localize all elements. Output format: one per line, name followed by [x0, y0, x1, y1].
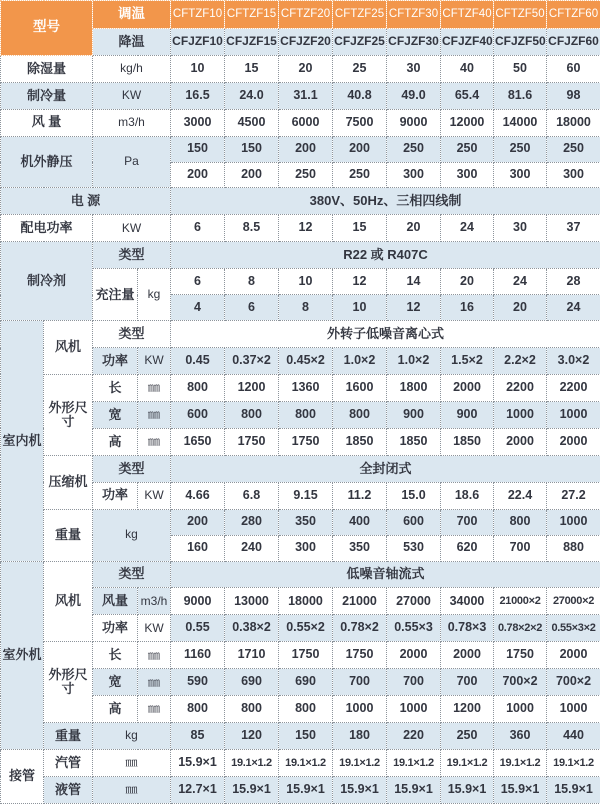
value-cell: 1360	[279, 374, 333, 401]
model-name: CFTZF30	[387, 1, 441, 29]
value-cell: 600	[387, 509, 441, 535]
value-cell: 1750	[279, 428, 333, 455]
model-name: CFTZF20	[279, 1, 333, 29]
value-cell: 30	[494, 215, 547, 242]
value-cell: 8	[279, 295, 333, 321]
unit-cell: KW	[138, 348, 171, 375]
value-cell: 11.2	[333, 482, 387, 509]
value-cell: 200	[171, 509, 225, 535]
value-cell: 16	[441, 295, 494, 321]
value-cell: 1750	[279, 642, 333, 669]
value-cell: 19.1×1.2	[333, 749, 387, 776]
value-cell: 19.1×1.2	[279, 749, 333, 776]
value-cell: 15.9×1	[387, 776, 441, 803]
model-name: CFJZF40	[441, 28, 494, 55]
value-cell: 2200	[547, 374, 600, 401]
row-compressor-type	[1, 455, 600, 482]
value-cell: 0.45	[171, 348, 225, 375]
value-cell: 24	[441, 215, 494, 242]
unit-cell: ㎜	[93, 776, 171, 803]
value-cell: 300	[441, 162, 494, 188]
value-cell: 2000	[494, 428, 547, 455]
row-label: 类型	[93, 455, 171, 482]
value-cell: 1200	[441, 696, 494, 723]
model-name: CFTZF10	[171, 1, 225, 29]
value-cell: 4	[171, 295, 225, 321]
row-label: 类型	[93, 242, 171, 269]
value-cell: 19.1×1.2	[547, 749, 600, 776]
value-cell: 700	[333, 669, 387, 696]
value-cell: 15.9×1	[279, 776, 333, 803]
value-cell: 10	[279, 269, 333, 295]
value-cell: 15.0	[387, 482, 441, 509]
value-cell: 50	[494, 55, 547, 82]
value-cell: 800	[225, 401, 279, 428]
row-label: 液管	[44, 776, 93, 803]
value-cell: 1200	[225, 374, 279, 401]
tune-row-label: 调温	[93, 1, 171, 29]
value-cell: 350	[333, 535, 387, 561]
value-cell: 200	[279, 136, 333, 162]
row-outdoor-fan-type	[1, 561, 600, 588]
value-cell: 700	[494, 535, 547, 561]
row-label: 汽管	[44, 749, 93, 776]
value-cell: 27000×2	[547, 588, 600, 615]
value-cell: 16.5	[171, 82, 225, 109]
value-cell: 9000	[171, 588, 225, 615]
row-label: 功率	[93, 482, 138, 509]
value-cell: 800	[171, 696, 225, 723]
row-label: 高	[93, 428, 138, 455]
value-cell: 0.38×2	[225, 615, 279, 642]
value-cell: 440	[547, 723, 600, 750]
cool-row-label: 降温	[93, 28, 171, 55]
value-cell: 6000	[279, 109, 333, 136]
unit-cell: KW	[93, 215, 171, 242]
value-cell: 7500	[333, 109, 387, 136]
row-label: 充注量	[93, 269, 138, 321]
value-cell: 590	[171, 669, 225, 696]
value-cell: 180	[333, 723, 387, 750]
model-name: CFJZF10	[171, 28, 225, 55]
value-cell: 360	[494, 723, 547, 750]
value-cell: 1000	[494, 696, 547, 723]
row-label: 制冷量	[1, 82, 93, 109]
row-indoor-fan-type	[1, 321, 600, 348]
row-outdoor-weight	[1, 723, 600, 750]
value-cell: 250	[441, 723, 494, 750]
value-cell: 10	[171, 55, 225, 82]
value-cell: 250	[333, 162, 387, 188]
value-cell: 150	[225, 136, 279, 162]
value-cell: 12	[279, 215, 333, 242]
value-cell: 3000	[171, 109, 225, 136]
row-gas-pipe	[1, 749, 600, 776]
value-cell: 1850	[441, 428, 494, 455]
row-label: 长	[93, 374, 138, 401]
unit-cell: m3/h	[93, 109, 171, 136]
value-cell: 300	[494, 162, 547, 188]
value-cell: 1710	[225, 642, 279, 669]
value-cell: 15.9×1	[441, 776, 494, 803]
value-cell: 19.1×1.2	[494, 749, 547, 776]
indoor-unit-label: 室内机	[1, 321, 44, 561]
value-cell: 30	[387, 55, 441, 82]
value-cell: 21000×2	[494, 588, 547, 615]
value-cell: 9000	[387, 109, 441, 136]
row-cooling-capacity	[1, 82, 600, 109]
model-header-label: 型号	[1, 1, 93, 56]
value-cell: 98	[547, 82, 600, 109]
value-cell: 9.15	[279, 482, 333, 509]
value-cell: 18000	[547, 109, 600, 136]
value-cell: 2000	[547, 642, 600, 669]
value-cell: 2000	[547, 428, 600, 455]
value-cell: 400	[333, 509, 387, 535]
power-supply-value: 380V、50Hz、三相四线制	[171, 188, 600, 215]
unit-cell: ㎜	[138, 696, 171, 723]
value-cell: 900	[387, 401, 441, 428]
unit-cell: ㎜	[138, 401, 171, 428]
value-cell: 250	[387, 136, 441, 162]
value-cell: 880	[547, 535, 600, 561]
value-cell: 40	[441, 55, 494, 82]
row-label: 类型	[93, 561, 171, 588]
unit-cell: kg	[93, 723, 171, 750]
row-label: 机外静压	[1, 136, 93, 188]
value-cell: 20	[279, 55, 333, 82]
refrigerant-type-value: R22 或 R407C	[171, 242, 600, 269]
value-cell: 12	[333, 269, 387, 295]
value-cell: 1000	[387, 696, 441, 723]
value-cell: 250	[547, 136, 600, 162]
model-name: CFJZF15	[225, 28, 279, 55]
value-cell: 120	[225, 723, 279, 750]
value-cell: 19.1×1.2	[387, 749, 441, 776]
value-cell: 0.45×2	[279, 348, 333, 375]
model-name: CFJZF60	[547, 28, 600, 55]
value-cell: 800	[171, 374, 225, 401]
value-cell: 1750	[225, 428, 279, 455]
value-cell: 25	[333, 55, 387, 82]
value-cell: 0.55×3×2	[547, 615, 600, 642]
row-label: 高	[93, 696, 138, 723]
value-cell: 1800	[387, 374, 441, 401]
value-cell: 800	[494, 509, 547, 535]
value-cell: 10	[333, 295, 387, 321]
value-cell: 1000	[494, 401, 547, 428]
value-cell: 350	[279, 509, 333, 535]
value-cell: 700×2	[494, 669, 547, 696]
value-cell: 24.0	[225, 82, 279, 109]
value-cell: 19.1×1.2	[441, 749, 494, 776]
row-label: 重量	[44, 509, 93, 561]
row-label: 重量	[44, 723, 93, 750]
compressor-type-value: 全封闭式	[171, 455, 600, 482]
value-cell: 2.2×2	[494, 348, 547, 375]
value-cell: 200	[225, 162, 279, 188]
value-cell: 28	[547, 269, 600, 295]
model-name: CFJZF25	[333, 28, 387, 55]
row-label: 宽	[93, 669, 138, 696]
value-cell: 2000	[441, 374, 494, 401]
model-name: CFTZF60	[547, 1, 600, 29]
value-cell: 0.78×2	[333, 615, 387, 642]
value-cell: 1850	[387, 428, 441, 455]
value-cell: 1.5×2	[441, 348, 494, 375]
value-cell: 0.55×2	[279, 615, 333, 642]
value-cell: 160	[171, 535, 225, 561]
row-outdoor-length	[1, 642, 600, 669]
unit-cell: ㎜	[138, 374, 171, 401]
value-cell: 22.4	[494, 482, 547, 509]
value-cell: 12000	[441, 109, 494, 136]
row-label: 功率	[93, 615, 138, 642]
value-cell: 24	[494, 269, 547, 295]
value-cell: 1000	[547, 509, 600, 535]
value-cell: 280	[225, 509, 279, 535]
row-label: 除湿量	[1, 55, 93, 82]
value-cell: 1000	[547, 696, 600, 723]
value-cell: 0.55×3	[387, 615, 441, 642]
value-cell: 1000	[333, 696, 387, 723]
value-cell: 1.0×2	[333, 348, 387, 375]
value-cell: 15	[333, 215, 387, 242]
value-cell: 1650	[171, 428, 225, 455]
model-name: CFJZF30	[387, 28, 441, 55]
value-cell: 2000	[441, 642, 494, 669]
value-cell: 13000	[225, 588, 279, 615]
value-cell: 18000	[279, 588, 333, 615]
value-cell: 81.6	[494, 82, 547, 109]
value-cell: 40.8	[333, 82, 387, 109]
value-cell: 800	[225, 696, 279, 723]
value-cell: 12	[387, 295, 441, 321]
value-cell: 37	[547, 215, 600, 242]
value-cell: 0.55	[171, 615, 225, 642]
value-cell: 15.9×1	[494, 776, 547, 803]
value-cell: 31.1	[279, 82, 333, 109]
value-cell: 300	[547, 162, 600, 188]
value-cell: 20	[494, 295, 547, 321]
unit-cell: ㎜	[93, 749, 171, 776]
value-cell: 27000	[387, 588, 441, 615]
row-label: 长	[93, 642, 138, 669]
row-external-static-pressure-1	[1, 136, 600, 162]
piping-label: 接管	[1, 749, 44, 803]
row-liquid-pipe	[1, 776, 600, 803]
value-cell: 250	[279, 162, 333, 188]
row-indoor-weight-1	[1, 509, 600, 535]
model-name: CFTZF50	[494, 1, 547, 29]
value-cell: 3.0×2	[547, 348, 600, 375]
value-cell: 6	[171, 215, 225, 242]
value-cell: 8	[225, 269, 279, 295]
value-cell: 2000	[387, 642, 441, 669]
value-cell: 700×2	[547, 669, 600, 696]
value-cell: 21000	[333, 588, 387, 615]
value-cell: 8.5	[225, 215, 279, 242]
spec-table-body	[1, 1, 600, 804]
value-cell: 220	[387, 723, 441, 750]
value-cell: 60	[547, 55, 600, 82]
value-cell: 300	[279, 535, 333, 561]
value-cell: 200	[171, 162, 225, 188]
value-cell: 690	[279, 669, 333, 696]
value-cell: 240	[225, 535, 279, 561]
value-cell: 800	[333, 401, 387, 428]
value-cell: 900	[441, 401, 494, 428]
value-cell: 1850	[333, 428, 387, 455]
value-cell: 250	[494, 136, 547, 162]
value-cell: 150	[279, 723, 333, 750]
value-cell: 1750	[333, 642, 387, 669]
value-cell: 300	[387, 162, 441, 188]
row-label: 类型	[93, 321, 171, 348]
unit-cell: kg	[138, 269, 171, 321]
value-cell: 250	[441, 136, 494, 162]
row-label: 外形尺寸	[44, 374, 93, 455]
value-cell: 65.4	[441, 82, 494, 109]
value-cell: 600	[171, 401, 225, 428]
value-cell: 0.78×3	[441, 615, 494, 642]
row-label: 宽	[93, 401, 138, 428]
value-cell: 34000	[441, 588, 494, 615]
row-dehumidifying-capacity	[1, 55, 600, 82]
model-name: CFTZF40	[441, 1, 494, 29]
value-cell: 700	[441, 509, 494, 535]
unit-cell: Pa	[93, 136, 171, 188]
unit-cell: KW	[138, 482, 171, 509]
value-cell: 15	[225, 55, 279, 82]
value-cell: 15.9×1	[333, 776, 387, 803]
value-cell: 12.7×1	[171, 776, 225, 803]
model-name: CFJZF20	[279, 28, 333, 55]
value-cell: 2200	[494, 374, 547, 401]
value-cell: 6	[225, 295, 279, 321]
value-cell: 1750	[494, 642, 547, 669]
row-air-volume	[1, 109, 600, 136]
row-label: 外形尺寸	[44, 642, 93, 723]
row-label: 电 源	[1, 188, 171, 215]
value-cell: 150	[171, 136, 225, 162]
outdoor-fan-type-value: 低噪音轴流式	[171, 561, 600, 588]
value-cell: 1160	[171, 642, 225, 669]
value-cell: 1000	[547, 401, 600, 428]
value-cell: 6.8	[225, 482, 279, 509]
value-cell: 0.37×2	[225, 348, 279, 375]
row-label: 压缩机	[44, 455, 93, 509]
value-cell: 15.9×1	[171, 749, 225, 776]
unit-cell: kg	[93, 509, 171, 561]
value-cell: 15.9×1	[547, 776, 600, 803]
value-cell: 85	[171, 723, 225, 750]
value-cell: 800	[279, 696, 333, 723]
value-cell: 700	[441, 669, 494, 696]
outdoor-unit-label: 室外机	[1, 561, 44, 749]
row-indoor-length	[1, 374, 600, 401]
value-cell: 0.78×2×2	[494, 615, 547, 642]
row-label: 配电功率	[1, 215, 93, 242]
value-cell: 1.0×2	[387, 348, 441, 375]
row-refrigerant-type	[1, 242, 600, 269]
value-cell: 15.9×1	[225, 776, 279, 803]
unit-cell: kg/h	[93, 55, 171, 82]
value-cell: 14	[387, 269, 441, 295]
value-cell: 18.6	[441, 482, 494, 509]
value-cell: 19.1×1.2	[225, 749, 279, 776]
unit-cell: ㎜	[138, 669, 171, 696]
row-label: 功率	[93, 348, 138, 375]
value-cell: 20	[441, 269, 494, 295]
row-label: 风机	[44, 321, 93, 375]
value-cell: 6	[171, 269, 225, 295]
value-cell: 200	[333, 136, 387, 162]
value-cell: 20	[387, 215, 441, 242]
row-power-supply	[1, 188, 600, 215]
model-name: CFTZF15	[225, 1, 279, 29]
value-cell: 14000	[494, 109, 547, 136]
value-cell: 690	[225, 669, 279, 696]
row-label: 风量	[93, 588, 138, 615]
unit-cell: KW	[138, 615, 171, 642]
model-name: CFTZF25	[333, 1, 387, 29]
value-cell: 4.66	[171, 482, 225, 509]
value-cell: 27.2	[547, 482, 600, 509]
value-cell: 49.0	[387, 82, 441, 109]
unit-cell: m3/h	[138, 588, 171, 615]
value-cell: 700	[387, 669, 441, 696]
unit-cell: KW	[93, 82, 171, 109]
indoor-fan-type-value: 外转子低噪音离心式	[171, 321, 600, 348]
unit-cell: ㎜	[138, 428, 171, 455]
row-label: 制冷剂	[1, 242, 93, 321]
value-cell: 24	[547, 295, 600, 321]
row-label: 风 量	[1, 109, 93, 136]
row-header-tune	[1, 1, 600, 29]
value-cell: 620	[441, 535, 494, 561]
value-cell: 1600	[333, 374, 387, 401]
value-cell: 800	[279, 401, 333, 428]
model-name: CFJZF50	[494, 28, 547, 55]
value-cell: 530	[387, 535, 441, 561]
row-power-consumption	[1, 215, 600, 242]
unit-cell: ㎜	[138, 642, 171, 669]
row-label: 风机	[44, 561, 93, 642]
value-cell: 4500	[225, 109, 279, 136]
